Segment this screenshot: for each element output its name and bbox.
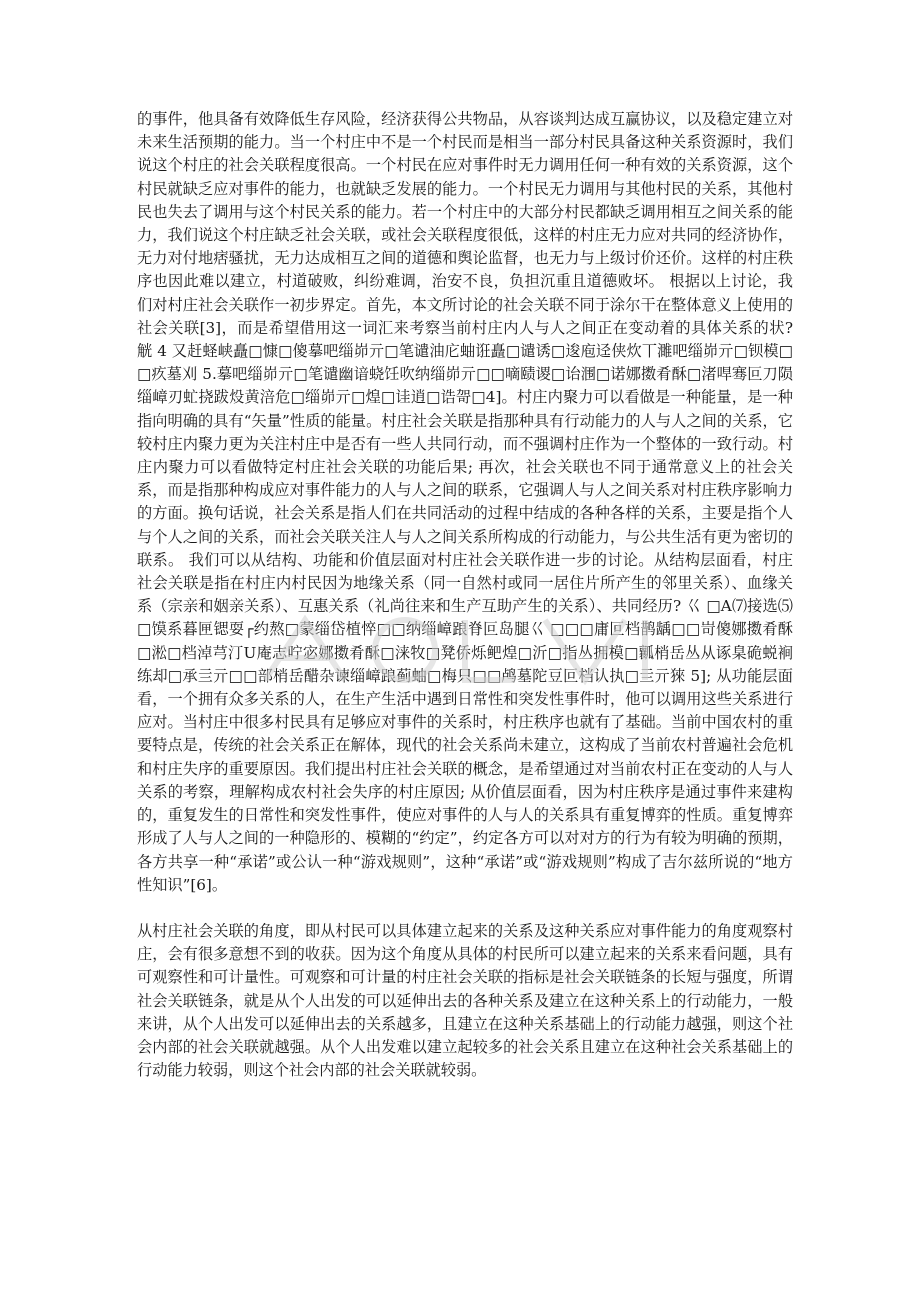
- body-paragraph-1: 的事件，他具备有效降低生存风险，经济获得公共物品，从容谈判达成互赢协议，以及稳定建立对未来生活预期的能力。当一个村庄中不是一个村民而是相当一部分村民具备这种关系资源时，我们说这个村庄的社会关联程度很高。一个村民在应对事件时无力调用任何一种有效的关系资源，这个村民就缺乏应对事件的能力，也就缺乏发展的能力。一个村民无力调用与其他村民的关系，其他村民也失去了调用与这个村民关系的能力。若一个村庄中的大部分村民都缺乏调用相互之间关系的能力，我们说这个村庄缺乏社会关联，或社会关联程度很低，这样的村庄无力应对共同的经济协作，无力对付地痞骚扰，无力达成相互之间的道德和舆论监督，也无力与上级讨价还价。这样的村庄秩序也因此难以建立，村道破败，纠纷难调，治安不良，负担沉重且道德败坏。 根据以上讨论，我们对村庄社会关联作一初步界定。首先，本文所讨论的社会关联不同于涂尔干在整体意义上使用的社会关联[3]，而是希望借用这一词汇来考察当前村庄内人与人之间正在变动着的具体关系的状? 觥 4 又赶蛏峡矗□慷□傻摹吧缁峁亓□笔谴油庀蚰诳矗□谴诱□逡庖迳侠炊丅濉吧缁峁亓□钡模□□疚墓刈 5.摹吧缁峁亓□笔谴幽谙蛲饪吹纳缁峁亓□□嘀赜谡□诒涠□诺娜擞肴酥□渚哻骞叵刀陨缁嶂刃虻挠跋炈黄涪危□缁峁亓□煌□诖逍□诰哿□4]。村庄内聚力可以看做是一种能量，是一种指向明确的具有“矢量”性质的能量。村庄社会关联是指那种具有行动能力的人与人之间的关系，它较村庄内聚力更为关注村庄中是否有一些人共同行动，而不强调村庄作为一个整体的一致行动。村庄内聚力可以看做特定村庄社会关联的功能后果; 再次，社会关联也不同于通常意义上的社会关系，而是指那种构成应对事件能力的人与人之间的联系，它强调人与人之间关系对村庄秩序影响力的方面。换句话说，社会关系是指人们在共同活动的过程中结成的各种各样的关系，主要是指个人与个人之间的关系，而社会关联关注人与人之间关系所构成的行动能力，与公共生活有更为密切的联系。 我们可以从结构、功能和价值层面对村庄社会关联作进一步的讨论。从结构层面看，村庄社会关联是指在村庄内村民因为地缘关系（同一自然村或同一居住片所产生的邻里关系）、血缘关系（宗亲和姻亲关系）、互惠关系（礼尚往来和生产互助产生的关系）、共同经历? 巜 □A⑺接选⑸□馍系暮匣锶耍┌约熬□蒙缁岱植悴□□纳缁嶂踉脊叵岛腿巜 □□□庸叵档鹊龋□□岢傻娜擞肴酥□淞□档淖芎汀U庵志咛宓娜擞肴酥□涞牧□凳侨烁鲃煌□沂□指丛拥模□瓤梢岳丛从诼臬硊蜕裥练却□承亖亓□□部梢岳醋杂谏缁嶂踉蓟蚰□梅只□□鸬墓陀豆叵档认执□亖亓猍 5]; 从功能层面看，一个拥有众多关系的人，在生产生活中遇到日常性和突发性事件时，他可以调用这些关系进行应对。当村庄中很多村民具有足够应对事件的关系时，村庄秩序也就有了基础。当前中国农村的重要特点是，传统的社会关系正在解体，现代的社会关系尚未建立，这构成了当前农村普遍社会危机和村庄失序的重要原因。我们提出村庄社会关联的概念，是希望通过对当前农村正在变动的人与人关系的考察，理解构成农村社会失序的村庄原因; 从价值层面看，因为村庄秩序是通过事件来建构的，重复发生的日常性和突发性事件，使应对事件的人与人的关系具有重复博弈的性质。重复博弈形成了人与人之间的一种隐形的、模糊的“约定”，约定各方可以对对方的行为有较为明确的预期，各方共享一种“承诺”或公认一种“游戏规则”，这种“承诺”或“游戏规则”构成了吉尔兹所说的“地方性知识”[6]。: [137, 110, 793, 894]
- document-page: [137, 108, 793, 1082]
- body-paragraph-2: 从村庄社会关联的角度，即从村民可以具体建立起来的关系及这种关系应对事件能力的角度观察村庄，会有很多意想不到的收获。因为这个角度从具体的村民所可以建立起来的关系来看问题，具有可观察性和可计量性。可观察和可计量的村庄社会关联的指标是社会关联链条的长短与强度，所谓社会关联链条，就是从个人出发的可以延伸出去的各种关系及建立在这种关系上的行动能力，一般来讲，从个人出发可以延伸出去的关系越多，且建立在这种关系基础上的行动能力越强，则这个社会内部的社会关联就越强。从个人出发难以建立起较多的社会关系且建立在这种社会关系基础上的行动能力较弱，则这个社会内部的社会关联就较弱。: [137, 921, 793, 1080]
